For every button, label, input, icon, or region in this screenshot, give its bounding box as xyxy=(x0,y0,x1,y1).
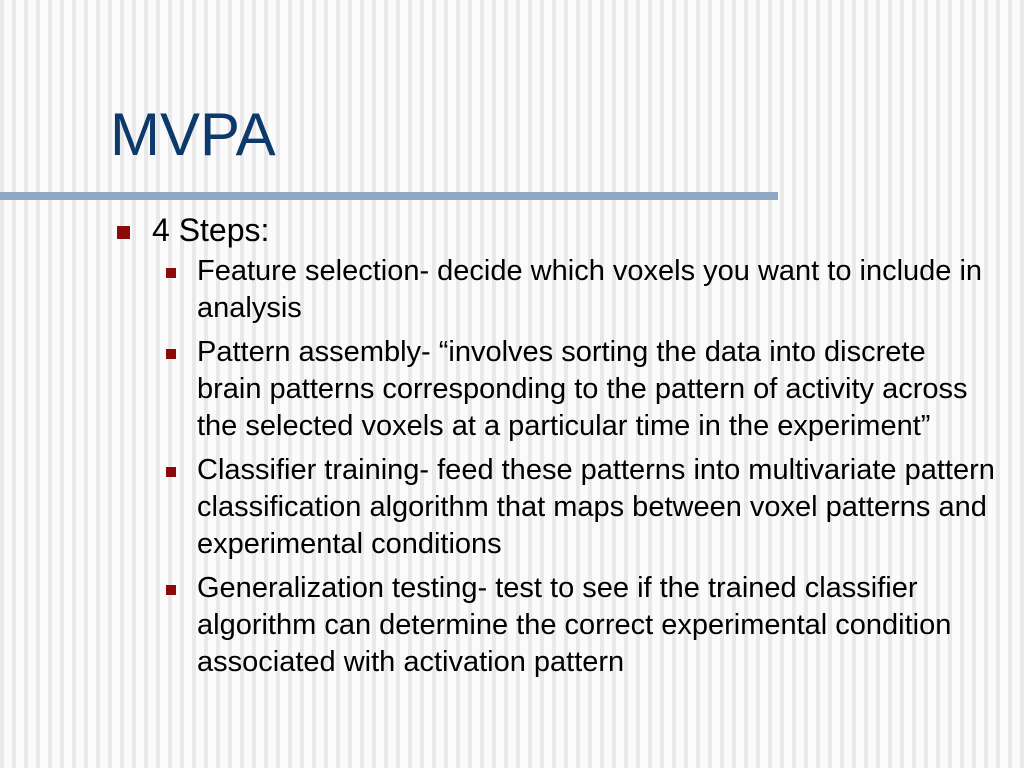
square-bullet-icon xyxy=(166,349,176,359)
step-item-generalization-testing xyxy=(152,570,995,681)
square-bullet-icon xyxy=(166,585,176,595)
square-bullet-icon xyxy=(117,226,130,239)
slide-title: MVPA xyxy=(110,101,276,168)
square-bullet-icon xyxy=(166,467,176,477)
steps-list xyxy=(115,253,995,681)
step-text: Classifier training- feed these patterns into multivariate pattern classification algorithm that maps between voxel patterns and experimental conditions xyxy=(197,454,995,560)
slide-content xyxy=(115,210,995,688)
main-bullet-item xyxy=(115,210,995,250)
title-divider xyxy=(0,192,778,200)
step-item-classifier-training xyxy=(152,452,995,563)
step-text: Feature selection- decide which voxels you want to include in analysis xyxy=(197,255,983,324)
step-item-pattern-assembly xyxy=(152,334,995,445)
step-item-feature-selection xyxy=(152,253,995,327)
square-bullet-icon xyxy=(166,268,176,278)
main-bullet-text: 4 Steps: xyxy=(152,212,270,248)
step-text: Pattern assembly- “involves sorting the data into discrete brain patterns corresponding to the pattern of activity across the selected voxels at a particular time in the experiment” xyxy=(197,336,968,442)
step-text: Generalization testing- test to see if the trained classifier algorithm can determine the correct experimental condition associated with activation pattern xyxy=(197,572,952,678)
